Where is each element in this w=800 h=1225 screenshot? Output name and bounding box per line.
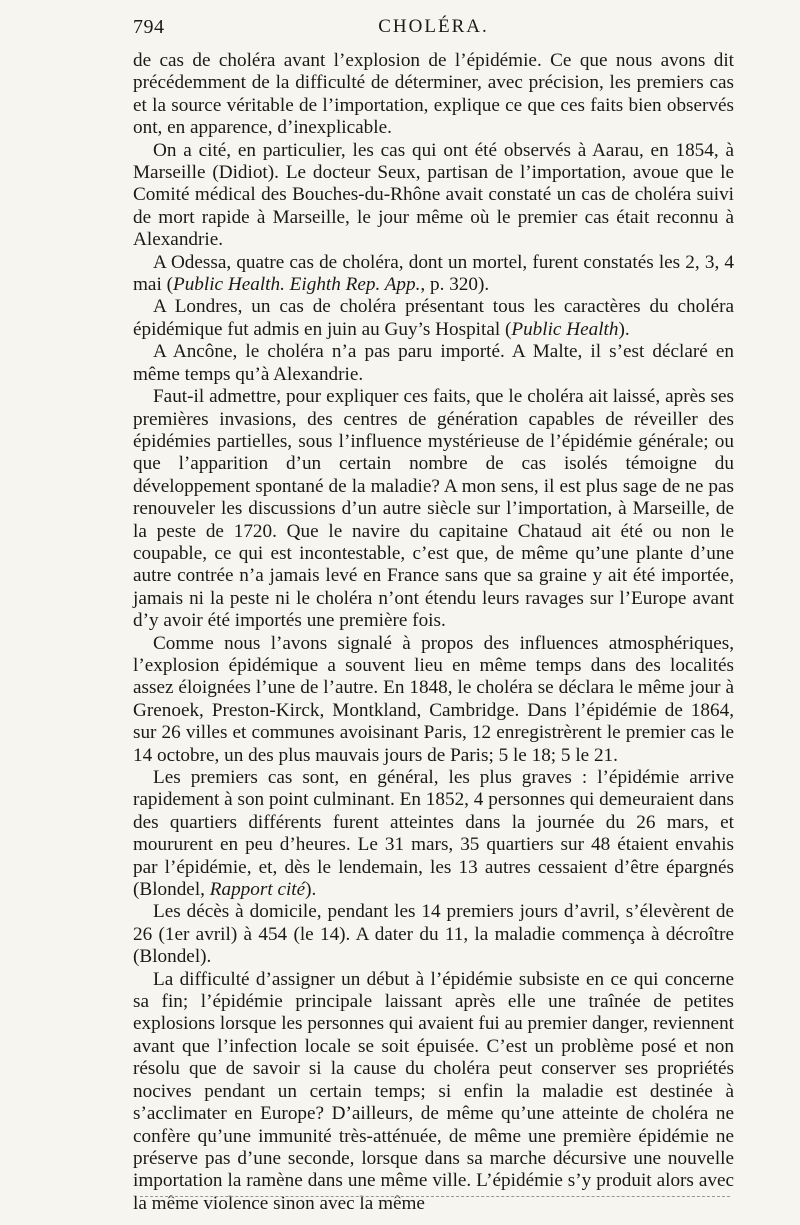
body-text [133,50,734,1215]
text-run: La difficulté d’assigner un début à l’épidémie subsiste en ce qui concerne sa fin; l’épidémie principale laissant après elle une traînée de petites explosions lorsque les personnes qui avaient fui au premier danger, reviennent avant que l’infection locale se soit épuisée. C’est un problème posé et non résolu que de savoir si la cause du choléra peut conserver ses propriétés nocives pendant un certain temps; si enfin la maladie est destinée à s’acclimater en Europe? D’ailleurs, de même qu’une atteinte de choléra ne confère qu’une immunité très-atténuée, de même une première épidémie ne préserve pas d’une seconde, lorsque dans sa marche décursive une nouvelle importation la ramène dans une même ville. L’épidémie s’y produit alors avec la même violence sinon avec la même [133,968,734,1214]
text-run: A Ancône, le choléra n’a pas paru importé. A Malte, il s’est déclaré en même temps qu’à Alexandrie. [133,341,734,385]
text-run: ). [618,318,630,340]
italic-citation: Public Health [511,318,619,340]
paragraph [133,50,734,140]
text-run: Les premiers cas sont, en général, les plus graves : l’épidémie arrive rapidement à son point culminant. En 1852, 4 personnes qui demeuraient dans des quartiers différents furent atteintes dans la journée du 26 mars, et moururent en peu d’heures. Le 31 mars, 35 quartiers sur 48 étaient envahis par l’épidémie, et, dès le lendemain, les 13 autres cessaient d’être épargnés (Blondel, [133,767,734,901]
running-title: CHOLÉRA. [378,16,489,37]
page-bottom-rule [140,1196,730,1197]
paragraph [133,633,734,767]
paragraph [133,901,734,968]
text-run: Faut-il admettre, pour expliquer ces faits, que le choléra ait laissé, après ses premières invasions, des centres de génération capables de réveiller des épidémies partielles, sous l’influence mystérieuse de l’épidémie générale; ou que l’apparition d’un certain nombre de cas isolés témoigne du développement spontané de la maladie? A mon sens, il est plus sage de ne pas renouveler les discussions d’un autre siècle sur l’importation, à Marseille, de la peste de 1720. Que le navire du capitaine Chataud ait été ou non le coupable, ce qui est incontestable, c’est que, de même qu’une plante d’une autre contrée n’a jamais levé en France sans que sa graine y ait été importée, jamais ni la peste ni le choléra n’ont étendu leurs ravages sur l’Europe avant d’y avoir été importés une première fois. [133,386,734,632]
text-run: A Londres, un cas de choléra présentant tous les caractères du choléra épidémique fut admis en juin au Guy’s Hospital ( [133,296,734,340]
paragraph [133,296,734,341]
paragraph [133,767,734,901]
text-run: A Odessa, quatre cas de choléra, dont un mortel, furent constatés les 2, 3, 4 mai ( [133,251,734,296]
paragraph [133,341,734,386]
paragraph [133,140,734,252]
paragraph [133,252,734,297]
italic-citation: Public Health. Eighth Rep. App. [172,274,421,296]
paragraph [133,386,734,632]
page-number: 794 [133,16,165,38]
text-run: , p. 320). [420,274,490,296]
paragraph [133,969,734,1215]
text-run: de cas de choléra avant l’explosion de l’épidémie. Ce que nous avons dit précédemment de la difficulté de déterminer, avec précision, les premiers cas et la source véritable de l’importation, explique ce que ces faits bien observés ont, en apparence, d’inexplicable. [133,50,734,139]
text-run: Les décès à domicile, pendant les 14 premiers jours d’avril, s’élevèrent de 26 (1er avril) à 454 (le 14). A dater du 11, la maladie commença à décroître (Blondel). [133,901,734,968]
page-header [133,16,734,46]
italic-citation: Rapport cité [209,879,306,901]
text-run: On a cité, en particulier, les cas qui ont été observés à Aarau, en 1854, à Marseille (Didiot). Le docteur Seux, partisan de l’importation, avoue que le Comité médical des Bouches-du-Rhône avait constaté un cas de choléra suivi de mort rapide à Marseille, le jour même où le premier cas était reconnu à Alexandrie. [133,139,734,251]
text-run: Comme nous l’avons signalé à propos des influences atmosphériques, l’explosion épidémique a souvent lieu en même temps dans des localités assez éloignées l’une de l’autre. En 1848, le choléra se déclara le même jour à Grenoek, Preston-Kirck, Montkland, Cambridge. Dans l’épidémie de 1864, sur 26 villes et communes avoisinant Paris, 12 enregistrèrent le premier cas le 14 octobre, un des plus mauvais jours de Paris; 5 le 18; 5 le 21. [133,632,734,766]
text-run: ). [305,879,317,901]
